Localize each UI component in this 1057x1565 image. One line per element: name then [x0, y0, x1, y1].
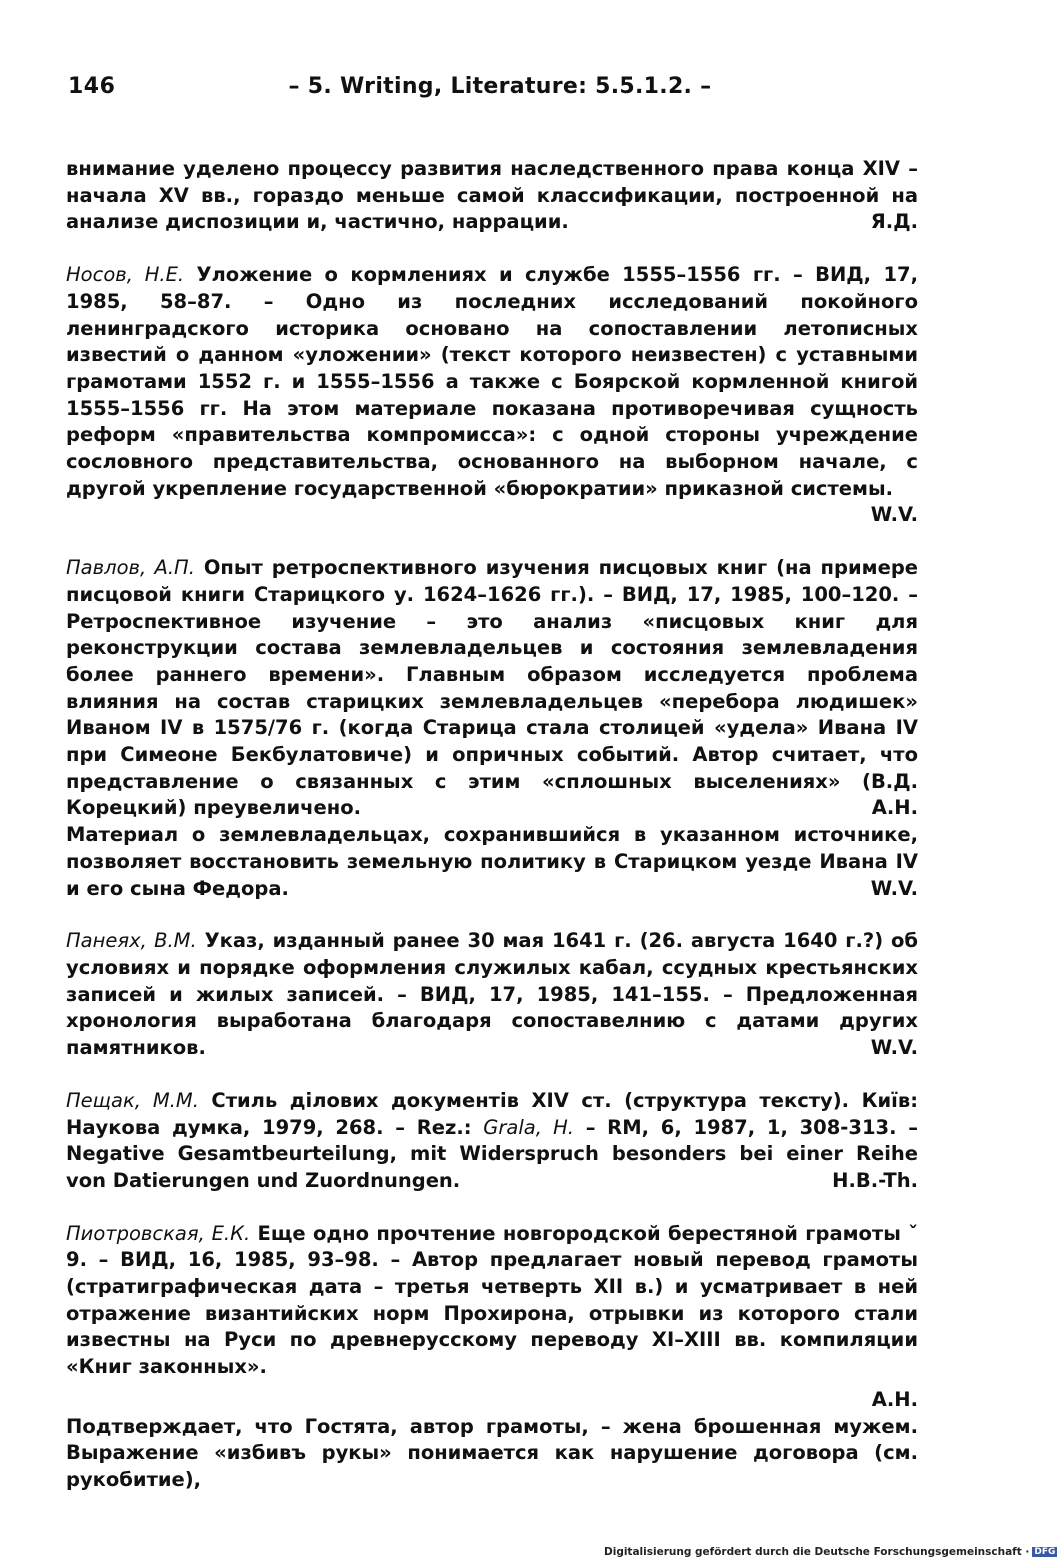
- entry-author: Пиотровская, Е.К.: [66, 1221, 251, 1245]
- reviewer-signature: Я.Д.: [870, 210, 918, 234]
- reviewer-signature: W.V.: [870, 503, 918, 527]
- bibliography-entry: [66, 555, 918, 902]
- bibliography-entry: [66, 262, 918, 529]
- entry-text: Еще одно прочтение новгородской берестяной грамоты ˇ 9. – ВИД, 16, 1985, 93–98. – Автор предлагает новый перевод грамоты (стратиграфическая дата – третья четверть XII в.) и усматривает в ней отражение византийских норм Прохирона, отрывки из которого стали известны на Руси по древнерусскому переводу XI–XIII вв. компиляции «Книг законных».: [66, 1221, 918, 1379]
- reviewer-signature: А.Н.: [871, 796, 918, 820]
- entry-author: Павлов, А.П.: [66, 556, 195, 580]
- page-number: 146: [68, 74, 116, 99]
- review-author: Grala, H.: [483, 1115, 574, 1139]
- entry-author: Панеях, В.М.: [66, 929, 197, 953]
- dfg-logo: DFG: [1034, 1547, 1056, 1557]
- running-head: – 5. Writing, Literature: 5.5.1.2. –: [288, 74, 712, 99]
- footer-text: Digitalisierung gefördert durch die Deutsche Forschungsgemeinschaft ·: [604, 1546, 1030, 1558]
- reviewer-signature: H.B.-Th.: [832, 1168, 918, 1192]
- bibliography-entry: [66, 1221, 918, 1494]
- bibliography-entry: [66, 1088, 918, 1195]
- entry-continuation: [66, 156, 918, 236]
- entry-text: – RM, 6, 1987, 1, 308-313. – Negative Gesamtbeurteilung, mit Widerspruch besonders bei einer Reihe von Datierungen und Zuordnungen.: [66, 1115, 918, 1192]
- entry-text: внимание уделено процессу развития наследственного права конца XIV – начала XV вв., гораздо меньше самой классификации, построенной на анализе диспозиции и, частично, наррации.: [66, 157, 918, 234]
- bibliography-entry: [66, 928, 918, 1062]
- entry-text: Указ, изданный ранее 30 мая 1641 г. (26. августа 1640 г.?) об условиях и порядке оформления служилых кабал, ссудных крестьянских записей и жилых записей. – ВИД, 17, 1985, 141–155. – Предложенная хронология выработана благодаря сопоставелнию с датами других памятников.: [66, 929, 918, 1060]
- digitization-footer: [604, 1546, 1057, 1558]
- entry-author: Носов, Н.Е.: [66, 263, 185, 287]
- entry-text: Стиль ділових документів XIV ст. (структура тексту). Київ: Наукова думка, 1979, 268. – Rez.:: [66, 1088, 919, 1139]
- reviewer-signature: А.Н.: [871, 1387, 918, 1411]
- page-body: [66, 156, 918, 1494]
- entry-text: Уложение о кормлениях и службе 1555–1556 гг. – ВИД, 17, 1985, 58–87. – Одно из последних исследований покойного ленинградского историка основано на сопоставлении летописных известий о данном «уложении» (текст которого неизвестен) с уставными грамотами 1552 г. и 1555–1556 а также с Боярской кормленной книгой 1555–1556 гг. На этом материале показана противоречивая сущность реформ «правительства компромисса»: с одной стороны учреждение сословного представительства, основанного на выборном начале, с другой укрепление государственной «бюрократии» приказной системы.: [66, 263, 919, 500]
- entry-continuation-text: Подтверждает, что Гостята, автор грамоты, – жена брошенная мужем. Выражение «избивъ рукы» понимается как нарушение договора (см. рукобитие),: [66, 1414, 918, 1491]
- reviewer-signature: W.V.: [870, 876, 918, 900]
- entry-text: Опыт ретроспективного изучения писцовых книг (на примере писцовой книги Старицкого у. 1624–1626 гг.). – ВИД, 17, 1985, 100–120. – Ретроспективное изучение – это анализ «писцовых книг для реконструкции состава землевладельцев и состояния землевладения более раннего времени». Главным образом исследуется проблема влияния на состав старицких землевладельцев «перебора людишек» Иваном IV в 1575/76 г. (когда Старица стала столицей «удела» Ивана IV при Симеоне Бекбулатовиче) и опричных событий. Автор считает, что представление о связанных с этим «сплошных выселениях» (В.Д. Корецкий) преувеличено.: [66, 556, 919, 820]
- entry-author: Пещак, М.М.: [66, 1088, 199, 1112]
- reviewer-signature: W.V.: [870, 1036, 918, 1060]
- entry-continuation-text: Материал о землевладельцах, сохранившийся в указанном источнике, позволяет восстановить земельную политику в Старицком уезде Ивана IV и его сына Федора.: [66, 823, 918, 900]
